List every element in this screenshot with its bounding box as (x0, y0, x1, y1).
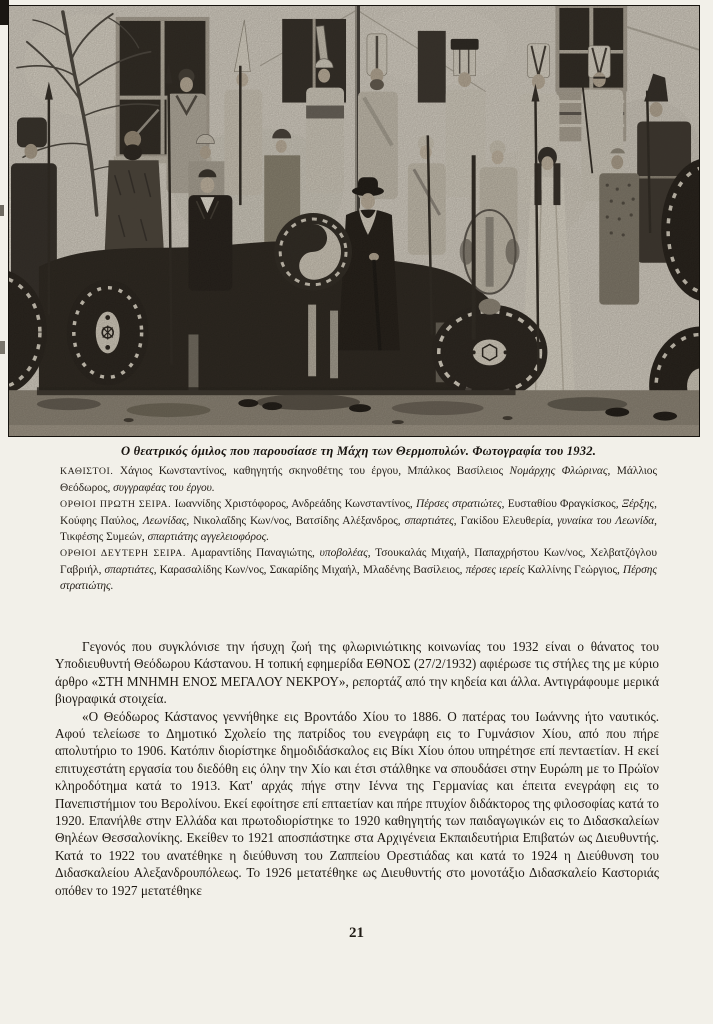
caption-segment: , Γακίδου Ελευθερία, (453, 515, 558, 527)
caption-segment: υποβολέας (319, 547, 368, 559)
caption-segment: , Μάλλιος Θεόδωρος, (60, 465, 657, 494)
article-paragraph-1: Γεγονός που συγκλόνισε την ήσυχη ζωή της φλωρινιώτικης κοινωνίας του 1932 είναι ο θάνατος του Υποδιευθυντή Θεόδωρου Κάστανου. Η τοπική εφημερίδα ΕΘΝΟΣ (27/2/1932) αφιέρωσε τις στήλες της με κύριο άρθρο «ΣΤΗ ΜΝΗΜΗ ΕΝΟΣ ΜΕΓΑΛΟΥ ΝΕΚΡΟΥ», ρεπορτάζ από την κηδεία και άλλα. Αντιγράφουμε μερικά βιογραφικά στοιχεία. (55, 639, 659, 707)
caption-segment: Αμαραντίδης Παναγιώτης, (190, 547, 320, 559)
caption-segment: Πέρσες στρατιώτες (415, 498, 502, 510)
caption-segment: ΟΡΘΙΟΙ ΔΕΥΤΕΡΗ ΣΕΙΡΑ. (60, 548, 191, 559)
caption-segment: , Νικολαΐδης Κων/νος, Βατσίδης Αλέξανδρος, (186, 515, 405, 527)
caption-segment: , Κούφης Παύλος, (60, 498, 658, 527)
photo-illustration (9, 6, 699, 436)
article-text (55, 638, 659, 899)
film-grain-overlay (9, 6, 699, 436)
caption-segment: σπαρτιάτες (104, 564, 154, 576)
caption-segment: Λεωνίδας (142, 515, 187, 527)
caption-row (60, 463, 657, 496)
caption-segment: Νομάρχης Φλώρινας (509, 465, 608, 477)
caption-segment: , Τσουκαλάς Μιχαήλ, Παπαχρήστου Κων/νος, Χελβατζόγλου Γαβριήλ, (60, 547, 657, 576)
caption-segment: συγγραφέας του έργου. (113, 482, 215, 494)
caption-segment: , Τικφέσης Συμεών, (60, 515, 657, 543)
theatre-group-photograph (8, 5, 700, 437)
caption-row (60, 545, 657, 594)
caption-rows (60, 463, 657, 594)
caption-segment: ΚΑΘΙΣΤΟΙ. (60, 466, 120, 477)
caption-segment: γυναίκα του Λεωνίδα (557, 515, 655, 527)
caption-segment: πέρσες ιερείς (465, 564, 525, 576)
caption-segment: σπαρτιάτες (404, 515, 454, 527)
caption-segment: , Ευσταθίου Φραγκίσκος, (501, 498, 622, 510)
caption-segment: Ιωαννίδης Χριστόφορος, Ανδρεάδης Κωνσταντίνος, (174, 498, 416, 510)
caption-segment: Καλλίνης Γεώργιος, (524, 564, 623, 576)
caption-row (60, 496, 657, 545)
caption-segment: Πέρσης στρατιώτης. (60, 564, 657, 592)
caption-segment: , Καρασαλίδης Κων/νος, Σακαρίδης Μιχαήλ, Μλαδένης Βασίλειος, (153, 564, 466, 576)
scan-artifact (0, 341, 5, 354)
caption-segment: Χάγιος Κωνσταντίνος, καθηγητής σκηνοθέτης του έργου, Μπάλκος Βασίλειος (119, 465, 510, 477)
caption-segment: Ξέρξης (621, 498, 655, 510)
photo-caption (60, 444, 657, 594)
caption-segment: σπαρτιάτης αγγελειοφόρος. (147, 531, 270, 543)
page-number: 21 (349, 925, 364, 941)
caption-segment: ΟΡΘΙΟΙ ΠΡΩΤΗ ΣΕΙΡΑ. (60, 499, 175, 510)
caption-title: Ο θεατρικός όμιλος που παρουσίασε τη Μάχη των Θερμοπυλών. Φωτογραφία του 1932. (120, 444, 597, 458)
scan-artifact (0, 205, 4, 216)
article-paragraph-2: «Ο Θεόδωρος Κάστανος γεννήθηκε εις Βροντάδο Χίου το 1886. Ο πατέρας του Ιωάννης ήτο ναυτικός. Αφού τελείωσε το Δημοτικό Σχολείο της πατρίδος του ενεγράφη εις το Γυμνάσιον Χίου, από που πήρε απολυτήριο το 1906. Κατόπιν διορίστηκε δημοδιδάσκαλος εις Βίκι Χίου όπου υπηρέτησε επί πενταετίαν. Η εκεί επιτυχεστάτη εργασία του διεδόθη εις όλην την Χίο και έτσι στάλθηκε να σπουδάσει στην Ευρώπη με το Πρώϊον κληροδότημα κατά το 1913. Κατ' αρχάς πήγε στην Ιέννα της Γερμανίας και έπειτα ενεγράφη εις το Πανεπιστήμιον του Βερολίνου. Εκεί εφοίτησε επί επταετίαν και πήρε πτυχίον διδάκτορος της φιλοσοφίας κατά το 1920. Επανήλθε στην Ελλάδα και πρωτοδιορίστηκε το 1920 καθηγητής των παιδαγωγικών εις το Διδασκαλείων Θηλέων Θεσσαλονίκης. Εκείθεν το 1921 αποσπάστηκε στα Αρχιγένεια Εκπαιδευτήρια Επιβατών ως Διευθυντής. Κατά το 1922 του ανατέθηκε η διεύθυνση του Ζαππείου Ορεστιάδας και κατά το 1924 η Διεύθυνση του Διδασκαλείου Αλεξανδρουπόλεως. Το 1926 μετατέθηκε ως Διευθυντής στο μονοτάξιο Διδασκαλείο Καστοριάς οπόθεν το 1927 μετατέθηκε (55, 708, 659, 898)
